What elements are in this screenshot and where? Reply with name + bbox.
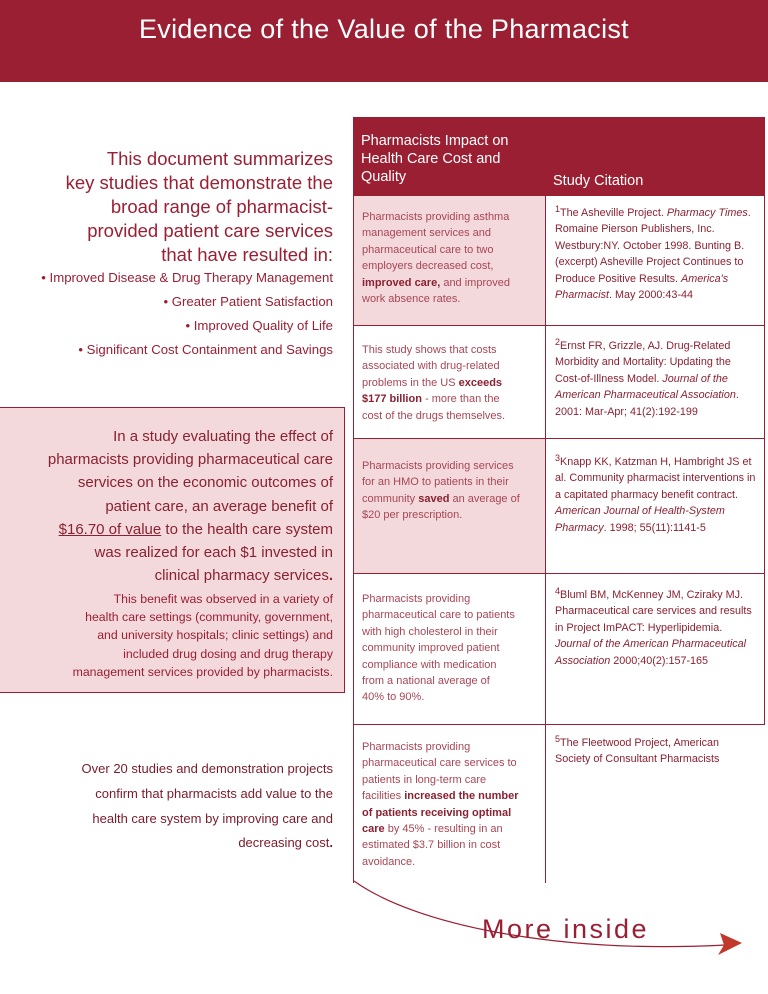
callout-line: pharmacists providing pharmaceutical care	[47, 451, 333, 469]
row-divider	[353, 325, 765, 326]
citation-text: The Fleetwood Project, American Society of Consultant Pharmacists	[555, 737, 720, 766]
impact-emphasis: saved	[418, 492, 450, 505]
intro-line: key studies that demonstrate the	[65, 172, 333, 193]
impact-cell	[362, 591, 536, 706]
summary-line: confirm that pharmacists add value to the	[95, 785, 333, 801]
summary-line: Over 20 studies and demonstration projects	[81, 761, 333, 776]
impact-line: compliance with medication	[362, 658, 497, 671]
header-line: Health Care Cost and	[361, 151, 501, 167]
table-border	[353, 196, 354, 883]
impact-line: avoidance.	[362, 855, 416, 868]
impact-emphasis: of patients receiving optimal	[362, 806, 512, 819]
table-border	[764, 196, 765, 725]
column-header-impact	[361, 132, 541, 186]
row-divider	[353, 724, 765, 725]
impact-line: Pharmacists providing services	[362, 460, 514, 472]
citation-cell	[555, 338, 757, 420]
citation-text: Bluml BM, McKenney JM, Cziraky MJ. Pharmaceutical care services and results in Project ImPACT: Hyperlipidemia.	[555, 589, 752, 634]
row-divider	[353, 573, 765, 574]
impact-line: employers decreased cost,	[362, 260, 494, 273]
period: .	[328, 567, 333, 585]
value-highlight: $16.70 of value	[58, 520, 162, 538]
header-line: Pharmacists Impact on	[361, 133, 509, 149]
impact-line: This study shows that costs	[362, 344, 497, 356]
citation-text: . Romaine Pierson Publishers, Inc. Westbury:NY. October 1998. Bunting B. (excerpt) Asheville Project Continues to Produce Positive Results.	[555, 207, 751, 285]
journal-title: Pharmacy Times	[666, 207, 748, 219]
impact-line: pharmaceutical care to two	[362, 243, 494, 256]
callout-sub-line: management services provided by pharmacists.	[72, 664, 333, 679]
summary-text	[40, 757, 333, 856]
column-header-citation: Study Citation	[553, 173, 644, 189]
impact-line: work absence rates.	[362, 293, 461, 306]
impact-text: community	[362, 492, 419, 505]
impact-line: Pharmacists providing asthma	[362, 211, 510, 223]
more-inside-link[interactable]: More inside	[482, 914, 650, 944]
impact-line	[362, 821, 536, 837]
journal-title: Journal of the American Pharmaceutical Association	[555, 372, 736, 402]
impact-emphasis: exceeds	[458, 376, 503, 389]
impact-line	[362, 275, 536, 291]
citation-cell	[555, 735, 757, 768]
citation-cell	[555, 205, 757, 303]
summary-text-span: decreasing cost	[238, 835, 330, 851]
citation-text: 2000;40(2):157-165	[610, 654, 709, 667]
intro-line: that have resulted in:	[161, 244, 333, 265]
impact-cell	[362, 209, 536, 307]
impact-emphasis: improved care,	[362, 276, 441, 289]
callout-text-span: clinical pharmacy services	[154, 567, 329, 585]
impact-text: by 45% - resulting in an	[384, 823, 503, 836]
callout-text	[33, 425, 333, 587]
header-line: Quality	[361, 169, 407, 185]
impact-line: Pharmacists providing	[362, 593, 471, 605]
callout-sub-line: health care settings (community, government,	[85, 610, 333, 625]
callout-line	[33, 564, 333, 587]
impact-line: pharmaceutical care services to	[362, 757, 517, 770]
impact-text: facilities	[362, 790, 405, 803]
table-border	[545, 196, 546, 883]
impact-line: patients in long-term care	[362, 773, 487, 786]
impact-line: cost of the drugs themselves.	[362, 409, 506, 422]
impact-line: 40% to 90%.	[362, 691, 425, 704]
impact-line: from a national average of	[362, 675, 490, 688]
list-item: • Greater Patient Satisfaction	[163, 294, 333, 309]
callout-line: patient care, an average benefit of	[105, 497, 333, 515]
page-title: Evidence of the Value of the Pharmacist	[139, 14, 629, 44]
summary-line: health care system by improving care and	[92, 810, 333, 826]
impact-line: community improved patient	[362, 642, 500, 655]
outcomes-list	[18, 266, 333, 362]
list-item: • Significant Cost Containment and Savings	[78, 342, 333, 357]
citation-number: 2	[555, 337, 561, 347]
row-divider	[353, 438, 765, 439]
callout-text-span: to the health care system	[161, 520, 333, 538]
citation-cell	[555, 587, 757, 669]
callout-line	[33, 518, 333, 541]
impact-line: associated with drug-related	[362, 360, 500, 373]
impact-cell	[362, 739, 536, 870]
impact-text: an average of	[449, 492, 520, 505]
impact-line	[362, 375, 536, 391]
impact-line: with high cholesterol in their	[362, 625, 498, 638]
callout-sub-line: and university hospitals; clinic settings) and	[97, 628, 333, 643]
impact-cell	[362, 458, 536, 524]
impact-line: management services and	[362, 227, 492, 240]
intro-line: broad range of pharmacist-	[110, 196, 333, 217]
citation-text: Ernst FR, Grizzle, AJ. Drug-Related Morbidity and Mortality: Updating the Cost-of-Illness Model.	[555, 340, 731, 385]
intro-line: This document summarizes	[106, 148, 333, 169]
citation-number: 5	[555, 734, 561, 744]
citation-cell	[555, 454, 757, 536]
intro-text	[22, 147, 333, 267]
impact-line: $20 per prescription.	[362, 509, 463, 522]
citation-text: . May 2000:43-44	[609, 289, 694, 302]
impact-line: Pharmacists providing	[362, 741, 471, 753]
list-item: • Improved Disease & Drug Therapy Management	[41, 270, 333, 285]
impact-text: problems in the US	[362, 376, 459, 389]
citation-text: The Asheville Project.	[560, 207, 667, 219]
summary-line	[40, 831, 333, 856]
journal-title: American Journal of Health-System Pharmacy	[555, 505, 725, 534]
callout-sub-line: included drug dosing and drug therapy	[123, 646, 333, 661]
callout-subtext	[50, 590, 333, 681]
impact-text: and improved	[440, 276, 510, 289]
period: .	[329, 835, 333, 851]
impact-emphasis: care	[362, 823, 385, 836]
citation-number: 4	[555, 586, 561, 596]
impact-cell	[362, 342, 536, 424]
impact-line: estimated $3.7 billion in cost	[362, 839, 501, 852]
impact-line	[362, 391, 536, 407]
impact-line	[362, 805, 536, 821]
impact-emphasis: increased the number	[404, 790, 519, 803]
callout-line: In a study evaluating the effect of	[113, 428, 333, 445]
journal-title: Journal of the American Pharmaceutical Association	[555, 638, 747, 667]
callout-sub-line: This benefit was observed in a variety of	[113, 592, 333, 606]
callout-line: services on the economic outcomes of	[77, 474, 333, 492]
header-band	[0, 0, 768, 82]
intro-line: provided patient care services	[87, 220, 333, 241]
impact-line	[362, 788, 536, 804]
citation-text: Knapp KK, Katzman H, Hambright JS et al. Community pharmacist interventions in a capitated pharmacy benefit contract.	[555, 456, 756, 501]
impact-line: pharmaceutical care to patients	[362, 609, 515, 622]
citation-text: . 2001: Mar-Apr; 41(2):192-199	[555, 389, 739, 418]
citation-number: 1	[555, 204, 561, 214]
impact-line: for an HMO to patients in their	[362, 476, 509, 489]
list-item: • Improved Quality of Life	[185, 318, 333, 333]
citation-text: . 1998; 55(11):1141-5	[603, 521, 706, 534]
impact-emphasis: $177 billion	[362, 393, 422, 406]
citation-number: 3	[555, 453, 561, 463]
journal-title: America's Pharmacist	[555, 272, 729, 302]
impact-text: - more than the	[421, 393, 500, 406]
impact-line	[362, 491, 536, 507]
callout-line: was realized for each $1 invested in	[94, 544, 333, 562]
